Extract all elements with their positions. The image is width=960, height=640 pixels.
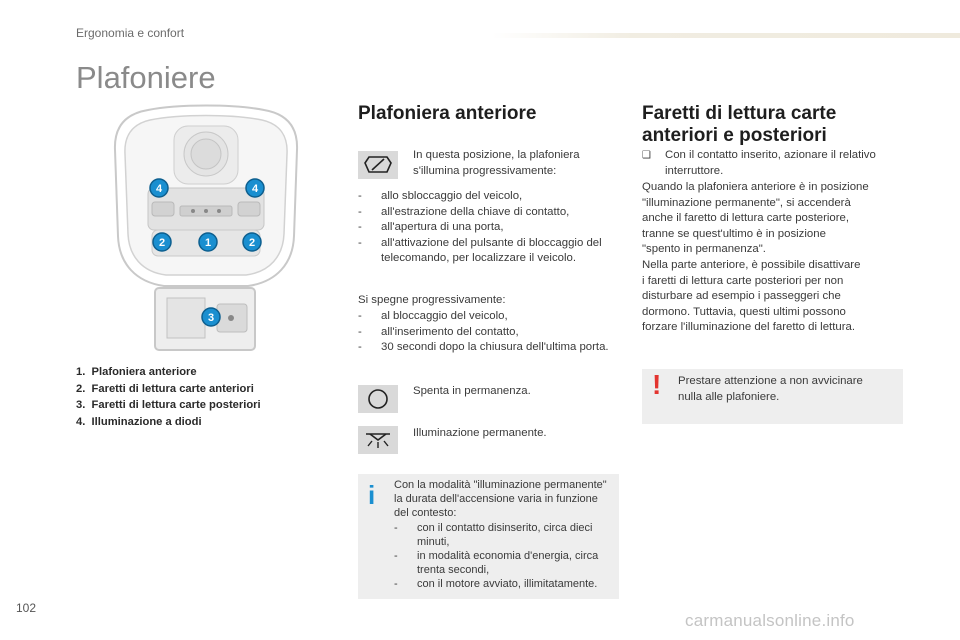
turn-on-conditions-list bbox=[358, 189, 620, 267]
watermark: carmanualsonline.info bbox=[685, 611, 855, 630]
warning-icon: ! bbox=[652, 369, 662, 400]
legend-item: 3. Faretti di lettura carte posteriori bbox=[76, 399, 261, 412]
overhead-console-illustration bbox=[108, 104, 304, 290]
reading-lights-body: Quando la plafoniera anteriore è in posizione "illuminazione permanente", si accenderà anche il faretto di lettura carte posteriore, tranne se quest'ultimo è in posizione "spento in permanenza". Nella parte anteriore, è possibile disattivare i faretti di lettura carte posteriori per non disturbare ad esempio i passeggeri che dormono. Tuttavia, questi ultimi possono forzare l'illuminazione del faretto di lettura. bbox=[642, 181, 869, 334]
info-icon: i bbox=[368, 480, 376, 510]
turn-off-intro: Si spegne progressivamente: bbox=[358, 294, 506, 306]
header-divider bbox=[492, 33, 960, 38]
illustration-legend bbox=[76, 364, 261, 430]
legend-item: 4. Illuminazione a diodi bbox=[76, 415, 202, 428]
turn-off-conditions-list bbox=[358, 309, 620, 356]
off-permanent-icon bbox=[358, 385, 398, 413]
marker-4-left bbox=[150, 179, 168, 197]
warning-note-box bbox=[642, 369, 903, 424]
list-item: - con il contatto disinserito, circa dieci minuti, bbox=[394, 521, 612, 549]
page-number: 102 bbox=[16, 601, 37, 615]
list-item: - all'estrazione della chiave di contatto, bbox=[358, 205, 620, 221]
marker-1 bbox=[199, 233, 217, 251]
list-item: - con il motore avviato, illimitatamente. bbox=[394, 577, 612, 591]
header-section-label: Ergonomia e confort bbox=[76, 26, 185, 40]
marker-2-right bbox=[243, 233, 261, 251]
svg-text:2: 2 bbox=[248, 237, 256, 249]
page-title: Plafoniere bbox=[76, 60, 216, 95]
info-note-box bbox=[358, 474, 619, 599]
list-item: - allo sbloccaggio del veicolo, bbox=[358, 189, 620, 205]
marker-3 bbox=[202, 308, 220, 326]
marker-4-right bbox=[246, 179, 264, 197]
front-light-title: Plafoniera anteriore bbox=[358, 103, 537, 124]
svg-text:3: 3 bbox=[207, 312, 215, 324]
list-item: - al bloccaggio del veicolo, bbox=[358, 309, 620, 325]
off-permanent-text: Spenta in permanenza. bbox=[413, 385, 531, 397]
list-item: - all'inserimento del contatto, bbox=[358, 325, 620, 341]
list-item: - in modalità economia d'energia, circa trenta secondi, bbox=[394, 549, 612, 577]
on-permanent-text: Illuminazione permanente. bbox=[413, 427, 547, 439]
rear-reading-light-illustration bbox=[153, 286, 257, 352]
info-note-text: Con la modalità "illuminazione permanente" la durata dell'accensione varia in funzione del contesto: - con il contatto disinserito, circa dieci minuti, - in modalità economia d'energia, circa trenta secondi, - con il motore avviato, illimitatamente. bbox=[394, 478, 612, 592]
checkbox-bullet-icon: ❑ bbox=[642, 150, 651, 161]
list-item: - 30 secondi dopo la chiusura dell'ultima porta. bbox=[358, 340, 620, 356]
warning-text: Prestare attenzione a non avvicinare nulla alle plafoniere. bbox=[678, 375, 863, 403]
progressive-mode-text: In questa posizione, la plafoniera s'illumina progressivamente: bbox=[413, 149, 580, 177]
legend-item: 1. Plafoniera anteriore bbox=[76, 366, 197, 378]
svg-text:4: 4 bbox=[251, 183, 259, 195]
list-item: - all'attivazione del pulsante di bloccaggio del telecomando, per localizzare il veicolo. bbox=[358, 236, 620, 267]
svg-text:2: 2 bbox=[158, 237, 166, 249]
legend-item: 2. Faretti di lettura carte anteriori bbox=[76, 382, 254, 395]
on-permanent-icon bbox=[358, 426, 398, 454]
reading-lights-title: Faretti di lettura carte anteriori e posteriori bbox=[642, 103, 837, 146]
list-item: - all'apertura di una porta, bbox=[358, 220, 620, 236]
svg-text:1: 1 bbox=[204, 237, 212, 249]
marker-2-left bbox=[153, 233, 171, 251]
reading-lights-instruction: ❑ Con il contatto inserito, azionare il relativo interruttore. bbox=[642, 149, 876, 177]
progressive-mode-icon bbox=[358, 151, 398, 179]
svg-text:4: 4 bbox=[155, 183, 163, 195]
